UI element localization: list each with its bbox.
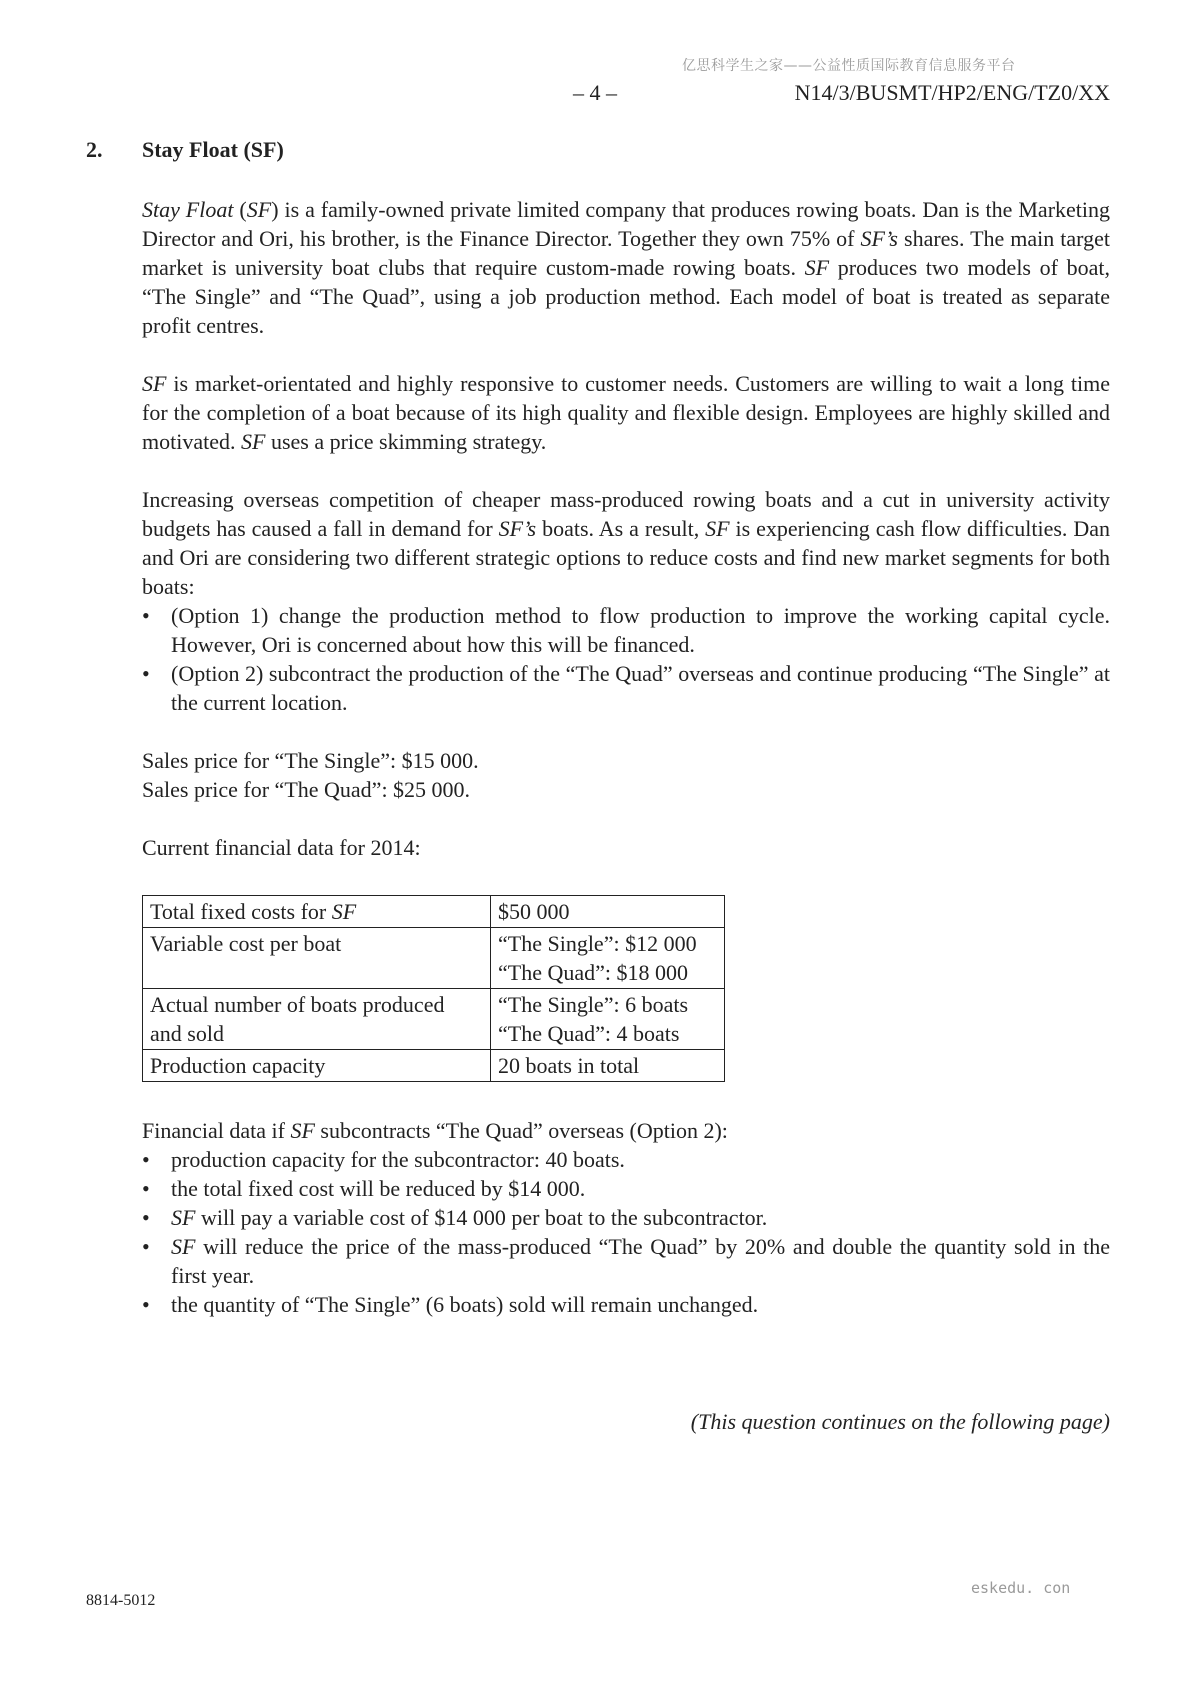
watermark-header: 亿思科学生之家——公益性质国际教育信息服务平台 xyxy=(682,58,1016,74)
list-item: • the quantity of “The Single” (6 boats) sold will remain unchanged. xyxy=(142,1292,759,1317)
option2-list xyxy=(142,1145,1110,1319)
financial-data-table xyxy=(142,895,725,1082)
list-item: • SF will reduce the price of the mass-produced “The Quad” by 20% and double the quantity sold in the first year. xyxy=(142,1234,1110,1288)
list-item: • production capacity for the subcontractor: 40 boats. xyxy=(142,1147,625,1172)
list-item-option-2: • (Option 2) subcontract the production of the “The Quad” overseas and continue producing “The Single” at the current location. xyxy=(142,661,1110,715)
sales-prices xyxy=(142,746,1110,804)
price-quad: Sales price for “The Quad”: $25 000. xyxy=(142,777,471,802)
table-row: Production capacity 20 boats in total xyxy=(143,1050,725,1082)
table-row: Actual number of boats produced and sold “The Single”: 6 boats “The Quad”: 4 boats xyxy=(143,989,725,1050)
table-row: Total fixed costs for SF $50 000 xyxy=(143,896,725,928)
price-single: Sales price for “The Single”: $15 000. xyxy=(142,748,479,773)
paper-code: N14/3/BUSMT/HP2/ENG/TZ0/XX xyxy=(794,80,1110,105)
paragraph-intro: Stay Float (SF) is a family-owned private limited company that produces rowing boats. Dan is the Marketing Director and Ori, his brother, is the Finance Director. Together they own 75% of SF’s shares. The main target market is university boat clubs that require custom-made rowing boats. SF produces two models of boat, “The Single” and “The Quad”, using a job production method. Each model of boat is treated as separate profit centres. xyxy=(142,197,1111,338)
paragraph-options: Increasing overseas competition of cheaper mass-produced rowing boats and a cut in university activity budgets has caused a fall in demand for SF’s boats. As a result, SF is experiencing cash flow difficulties. Dan and Ori are considering two different strategic options to reduce costs and find new market segments for both boats: • (Option 1) change the production method to flow production to improve the working capital cycle. However, Ori is concerned about how this will be financed. • (Option 2) subcontract the production of the “The Quad” overseas and continue producing “The Single” at the current location. xyxy=(142,487,1110,715)
option-list xyxy=(142,601,1110,717)
question-number: 2. xyxy=(86,137,103,162)
current-data-label: Current financial data for 2014: xyxy=(142,835,421,860)
continue-note: (This question continues on the following page) xyxy=(690,1409,1110,1434)
paragraph-market: SF is market-orientated and highly responsive to customer needs. Customers are willing to wait a long time for the completion of a boat because of its high quality and flexible design. Employees are highly skilled and motivated. SF uses a price skimming strategy. xyxy=(142,371,1110,454)
page-number: – 4 – xyxy=(573,80,617,105)
list-item: • SF will pay a variable cost of $14 000 per boat to the subcontractor. xyxy=(142,1205,768,1230)
option2-financial-data: Financial data if SF subcontracts “The Quad” overseas (Option 2): • production capacity for the subcontractor: 40 boats. • the total fixed cost will be reduced by $14 000. • SF will pay a variable cost of $14 000 per boat to the subcontractor. • SF will reduce the price of the mass-produced “The Quad” by 20% and double the quantity sold in the first year. • the quantity of “The Single” (6 boats) sold will remain unchanged. xyxy=(142,1118,1110,1317)
table-row: Variable cost per boat “The Single”: $12 000 “The Quad”: $18 000 xyxy=(143,928,725,989)
list-item: • the total fixed cost will be reduced by $14 000. xyxy=(142,1176,586,1201)
list-item-option-1: • (Option 1) change the production method to flow production to improve the working capital cycle. However, Ori is concerned about how this will be financed. xyxy=(142,603,1110,657)
watermark-footer: eskedu. con xyxy=(971,1579,1071,1597)
document-id: 8814-5012 xyxy=(86,1592,156,1609)
question-title: Stay Float (SF) xyxy=(142,137,284,162)
